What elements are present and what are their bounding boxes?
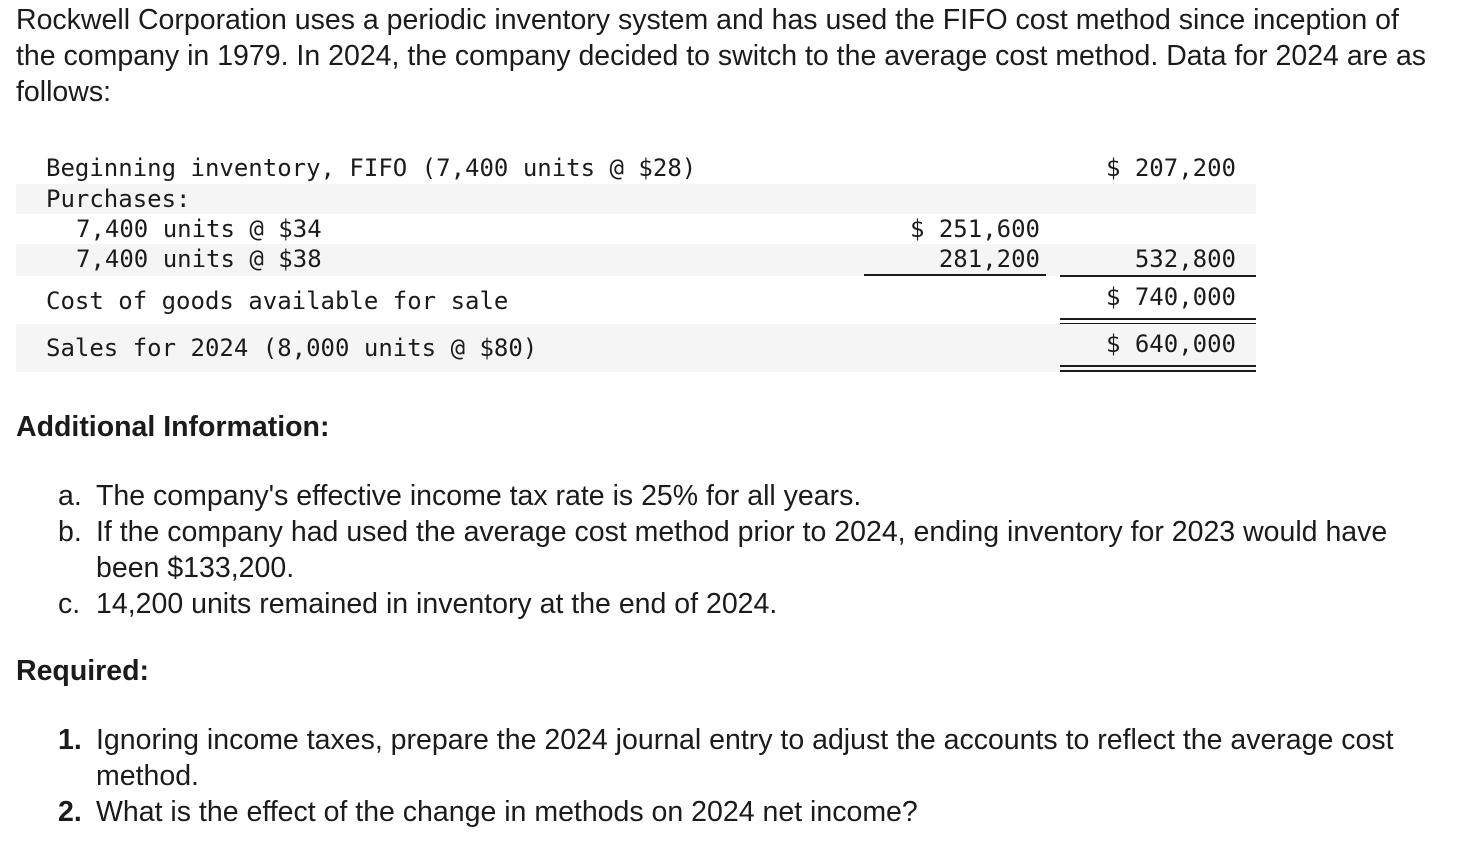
list-item: [58, 722, 1418, 794]
total-underline: [1060, 275, 1256, 277]
cogas-total: $ 740,000: [1105, 283, 1236, 311]
cogas-label: Cost of goods available for sale: [46, 287, 509, 315]
list-item: [58, 514, 1418, 586]
table-row: [16, 244, 1256, 276]
table-row: [16, 152, 1256, 184]
item-marker: 1.: [58, 724, 82, 756]
purchases-total: 532,800: [1134, 245, 1236, 273]
item-text: If the company had used the average cost method prior to 2024, ending inventory for 2023 would have been $133,200.: [96, 516, 1388, 584]
item-marker: a.: [58, 480, 82, 512]
list-item: [58, 794, 1418, 830]
item-text: The company's effective income tax rate is 25% for all years.: [96, 480, 862, 512]
item-marker: c.: [58, 588, 81, 620]
list-item: [58, 478, 1418, 514]
list-item: [58, 586, 1418, 622]
item-text: What is the effect of the change in methods on 2024 net income?: [96, 796, 918, 828]
required-heading: Required:: [16, 655, 150, 687]
additional-info-list: [58, 478, 1418, 622]
purchase-2-label: 7,400 units @ $38: [76, 245, 322, 273]
sales-double-underline: [1060, 365, 1256, 372]
purchase-1-label: 7,400 units @ $34: [76, 215, 322, 243]
subtotal-underline: [864, 274, 1046, 276]
problem-intro: Rockwell Corporation uses a periodic inventory system and has used the FIFO cost method since inception of the company in 1979. In 2024, the company decided to switch to the average cost method. Data for 2024 are as follows:: [16, 4, 1427, 108]
table-row: [16, 184, 1256, 214]
item-marker: 2.: [58, 796, 82, 828]
sales-label: Sales for 2024 (8,000 units @ $80): [46, 334, 538, 362]
item-text: 14,200 units remained in inventory at the end of 2024.: [96, 588, 778, 620]
item-text: Ignoring income taxes, prepare the 2024 journal entry to adjust the accounts to reflect the average cost method.: [96, 724, 1394, 792]
sales-total: $ 640,000: [1105, 330, 1236, 358]
purchase-2-amount: 281,200: [938, 245, 1040, 273]
additional-info-heading: Additional Information:: [16, 411, 330, 443]
item-marker: b.: [58, 516, 82, 548]
purchase-1-amount: $ 251,600: [909, 215, 1040, 243]
purchases-label: Purchases:: [46, 185, 191, 213]
table-row: [16, 214, 1256, 244]
beginning-inventory-total: $ 207,200: [1105, 154, 1236, 182]
required-list: [58, 722, 1418, 830]
beginning-inventory-label: Beginning inventory, FIFO (7,400 units @ $28): [46, 154, 697, 182]
